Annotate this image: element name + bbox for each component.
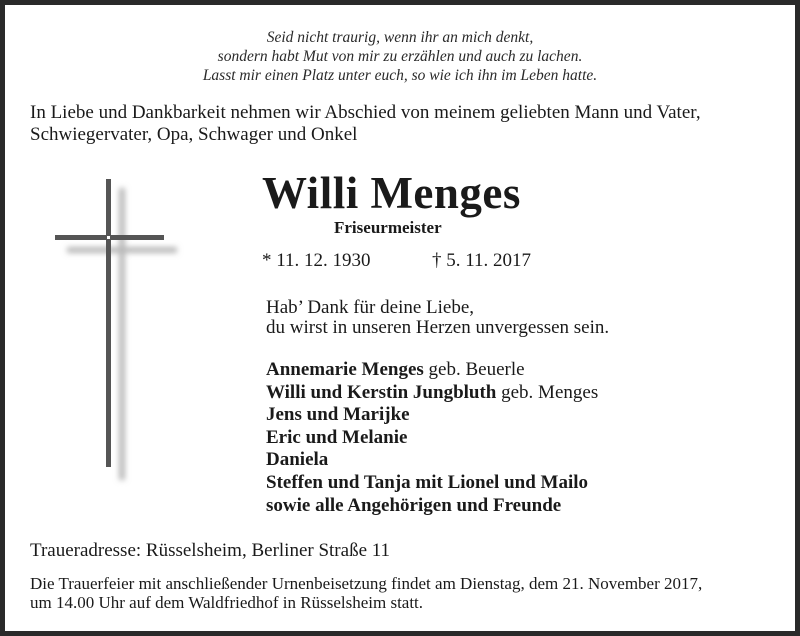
family-list (266, 359, 598, 517)
family-member: Annemarie Menges geb. Beuerle (266, 359, 525, 380)
death-date: † 5. 11. 2017 (432, 250, 532, 271)
ceremony-line: um 14.00 Uhr auf dem Waldfriedhof in Rüsselsheim statt. (30, 593, 424, 612)
intro-text (30, 102, 701, 146)
family-member: Steffen und Tanja mit Lionel und Mailo (266, 471, 589, 493)
family-member: Eric und Melanie (266, 426, 408, 448)
birth-date: * 11. 12. 1930 (262, 250, 371, 271)
intro-line: In Liebe und Dankbarkeit nehmen wir Abschied von meinem geliebten Mann und Vater, (30, 102, 701, 123)
family-member: Jens und Marijke (266, 404, 410, 426)
poem-line: Lasst mir einen Platz unter euch, so wie ich ihn im Leben hatte. (202, 67, 598, 84)
deceased-profession: Friseurmeister (334, 218, 442, 237)
mourning-address: Traueradresse: Rüsselsheim, Berliner Straße 11 (30, 540, 391, 561)
intro-line: Schwiegervater, Opa, Schwager und Onkel (30, 124, 358, 145)
quote-line: Hab’ Dank für deine Liebe, (266, 297, 475, 318)
ceremony-info (30, 574, 702, 612)
family-member: sowie alle Angehörigen und Freunde (266, 494, 562, 516)
poem-line: sondern habt Mut von mir zu erzählen und auch zu lachen. (217, 48, 583, 65)
poem (0, 28, 800, 85)
family-member: Daniela (266, 449, 329, 471)
ceremony-line: Die Trauerfeier mit anschließender Urnenbeisetzung findet am Dienstag, dem 21. November 2017, (30, 574, 703, 593)
poem-line: Seid nicht traurig, wenn ihr an mich denkt, (266, 29, 534, 46)
deceased-name: Willi Menges (262, 168, 521, 218)
quote-line: du wirst in unseren Herzen unvergessen sein. (266, 317, 610, 338)
family-member: Willi und Kerstin Jungbluth geb. Menges (266, 381, 599, 403)
quote (266, 298, 609, 338)
